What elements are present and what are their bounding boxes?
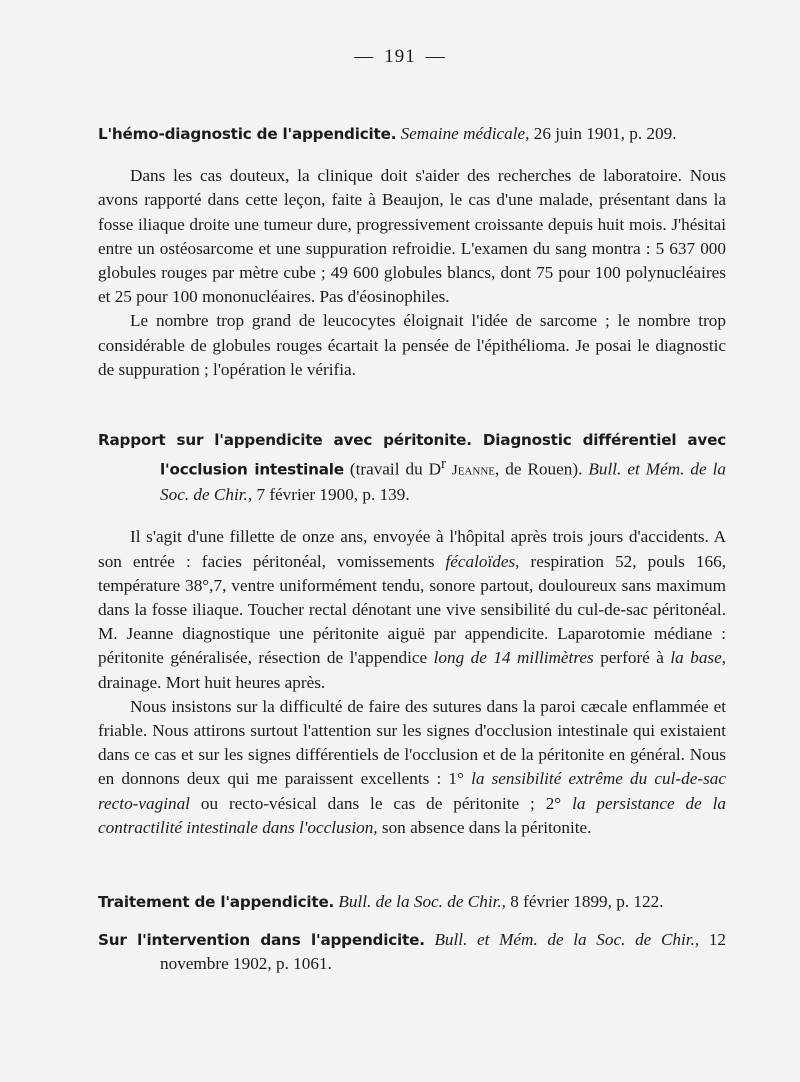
entry-details: 7 février 1900, p. 139. xyxy=(256,485,410,505)
italic-run: la sensibilité extrême du cul-de-sac recto-vaginal xyxy=(98,769,726,813)
bibliography-entry-rapport-peritonite xyxy=(98,428,726,507)
entry-title: Sur l'intervention dans l'appendicite. xyxy=(98,931,425,950)
text-run: perforé à xyxy=(600,648,664,668)
entry-credit-suffix: , de Rouen). xyxy=(494,459,583,479)
summary-paragraph-4 xyxy=(98,695,726,840)
summary-paragraph-3 xyxy=(98,525,726,694)
summary-paragraph-2: Le nombre trop grand de leucocytes éloignait l'idée de sarcome ; le nombre trop considérable de globules rouges écartait la pensée de l'épithélioma. Je posai le diagnostic de suppuration ; l'opération le vérifia. xyxy=(98,311,726,379)
page-number-value: 191 xyxy=(384,46,416,67)
page-number-dash-right: — xyxy=(425,46,446,67)
page-content xyxy=(98,122,726,977)
text-run: Nous insistons sur la difficulté de faire des sutures dans la paroi cæcale enflammée et friable. Nous attirons surtout l'attention sur les signes d'occlusion intestinale qui existaient dans ce cas et sur les signes différentiels de l'occlusion et de la péritonite en général. Nous en donnons deux qui me paraissent excellents : 1° xyxy=(98,696,726,789)
entry-credit-prefix: (travail du D xyxy=(349,459,442,479)
entry-title: L'hémo-diagnostic de l'appendicite. xyxy=(98,125,397,143)
entry-title: Rapport sur l'appendicite avec péritonite. Diagnostic différentiel avec l'occlusion intestinale xyxy=(98,431,726,479)
text-run: respiration 52, pouls 166, température 38°,7, ventre uniformément tendu, sonore partout, douloureux sans maximum dans la fosse iliaque. Toucher rectal dénotant une vive sensibilité du cul-de-sac péritonéal. M. Jeanne diagnostique une péritonite aiguë par appendicite. Laparotomie médiane : péritonite généralisée, résection de l'appendice xyxy=(98,551,726,668)
entry-source: Bull. et Mém. de la Soc. de Chir., xyxy=(160,459,726,505)
text-run: Il s'agit d'une fillette de onze ans, envoyée à l'hôpital après trois jours d'accidents. A son entrée : facies péritonéal, vomissements xyxy=(98,527,726,571)
italic-run: long de 14 millimètres xyxy=(433,648,594,668)
entry-details: 8 février 1899, p. 122. xyxy=(510,892,664,912)
text-run: son absence dans la péritonite. xyxy=(381,817,592,837)
page-number-dash-left: — xyxy=(354,46,375,67)
italic-run: la base, xyxy=(670,648,727,668)
entry-details: 26 juin 1901, p. 209. xyxy=(533,124,677,143)
bibliography-entry-traitement xyxy=(98,890,726,914)
entry-details: 12 novembre 1902, p. 1061. xyxy=(160,930,727,974)
text-run: drainage. Mort huit heures après. xyxy=(98,672,326,692)
bibliography-entry-hemo-diagnostic xyxy=(98,122,726,146)
italic-run: la persistance de la contractilité intestinale dans l'occlusion, xyxy=(98,793,727,837)
entry-source: Semaine médicale, xyxy=(400,124,530,143)
entry-title: Traitement de l'appendicite. xyxy=(98,893,335,912)
entry-credit-sup: r xyxy=(441,456,446,473)
italic-run: fécaloïdes, xyxy=(445,551,520,571)
entry-credit-name: Jeanne xyxy=(451,462,495,479)
page-number xyxy=(0,46,800,68)
text-run: ou recto-vésical dans le cas de péritonite ; 2° xyxy=(200,793,562,813)
entry-source: Bull. et Mém. de la Soc. de Chir., xyxy=(434,930,700,950)
bibliography-entry-intervention xyxy=(98,928,726,976)
summary-paragraph-1: Dans les cas douteux, la clinique doit s'aider des recherches de laboratoire. Nous avons rapporté dans cette leçon, faite à Beaujon, le cas d'une malade, présentant dans la fosse iliaque droite une tumeur dure, progressivement croissante depuis huit mois. J'hésitai entre un ostéosarcome et une suppuration refroidie. L'examen du sang montra : 5 637 000 globules rouges par mètre cube ; 49 600 globules blancs, dont 75 pour 100 polynucléaires et 25 pour 100 mononucléaires. Pas d'éosinophiles. xyxy=(98,166,726,307)
entry-source: Bull. de la Soc. de Chir., xyxy=(338,892,506,912)
